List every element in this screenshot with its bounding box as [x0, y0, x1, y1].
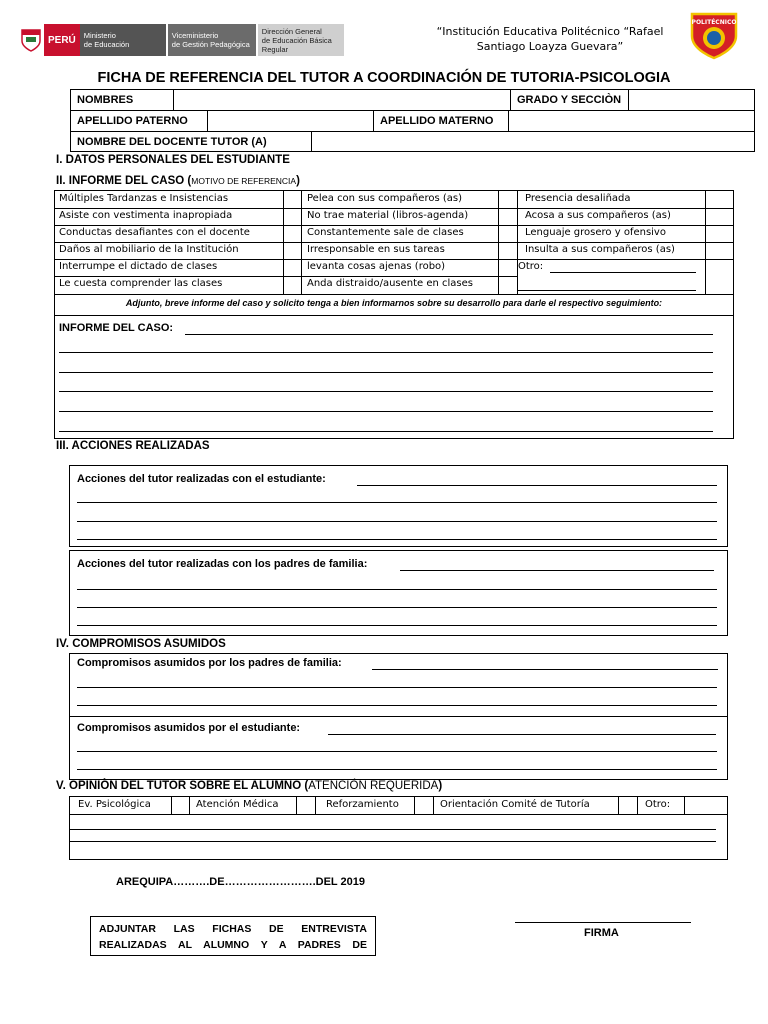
logo-text: POLITÉCNICO: [691, 19, 737, 26]
opinion-reforzamiento: Reforzamiento: [326, 799, 399, 810]
acciones-estudiante-line-4[interactable]: [77, 539, 717, 540]
bottom-note-box: ADJUNTAR LAS FICHAS DE ENTREVISTA REALIZADAS AL ALUMNO Y A PADRES DE: [90, 916, 376, 956]
acciones-padres-line-3[interactable]: [77, 607, 717, 608]
compromisos-box: [69, 653, 728, 780]
option-otro: Otro:: [518, 261, 544, 272]
date-line: AREQUIPA……….DE…………………….DEL 2019: [116, 876, 365, 888]
checkbox-psicologica[interactable]: [172, 797, 189, 814]
apellido-materno-field[interactable]: [509, 111, 754, 131]
acciones-padres-line-1[interactable]: [400, 570, 714, 571]
section-4-heading: IV. COMPROMISOS ASUMIDOS: [56, 638, 226, 650]
informe-line-3[interactable]: [59, 372, 713, 373]
informe-line-4[interactable]: [59, 391, 713, 392]
option-acosa: Acosa a sus compañeros (as): [525, 210, 671, 221]
acciones-padres-line-4[interactable]: [77, 625, 717, 626]
col1-checkbox-column[interactable]: [284, 191, 301, 294]
compromisos-estudiante-label: Compromisos asumidos por el estudiante:: [77, 722, 301, 734]
acciones-padres-label: Acciones del tutor realizadas con los padres de familia:: [77, 558, 368, 570]
institution-name: [420, 24, 680, 54]
acciones-estudiante-label: Acciones del tutor realizadas con el estudiante:: [77, 473, 326, 485]
option-desalinada: Presencia desaliñada: [525, 193, 631, 204]
checkbox-comite[interactable]: [619, 797, 637, 814]
case-report-table: [54, 190, 734, 439]
option-sale-clases: Constantemente sale de clases: [307, 227, 464, 238]
informe-line-5[interactable]: [59, 411, 713, 412]
student-id-table: [70, 89, 755, 152]
acciones-estudiante-box: [69, 465, 728, 547]
grado-field[interactable]: [629, 90, 754, 110]
informe-label: INFORME DEL CASO:: [59, 322, 174, 334]
section-2-suffix: ): [296, 175, 300, 187]
option-irresponsable: Irresponsable en sus tareas: [307, 244, 445, 255]
option-comprender: Le cuesta comprender las clases: [59, 278, 223, 289]
nombres-field[interactable]: [174, 90, 509, 110]
section-5-light: ATENCIÓN REQUERIDA: [308, 780, 439, 792]
option-interrumpe: Interrumpe el dictado de clases: [59, 261, 218, 272]
checkbox-reforzamiento[interactable]: [415, 797, 433, 814]
col2-checkbox-column[interactable]: [499, 191, 517, 294]
informe-line-6[interactable]: [59, 431, 713, 432]
acciones-estudiante-line-3[interactable]: [77, 521, 717, 522]
section-3-heading: III. ACCIONES REALIZADAS: [56, 440, 210, 452]
option-vestimenta: Asiste con vestimenta inapropiada: [59, 210, 233, 221]
section-5-heading: [56, 780, 442, 792]
section-5-suffix: ): [438, 780, 443, 792]
opinion-comite: Orientación Comité de Tutoría: [440, 799, 590, 810]
option-pelea: Pelea con sus compañeros (as): [307, 193, 462, 204]
acciones-padres-box: [69, 550, 728, 636]
opinion-line-1[interactable]: [70, 829, 716, 830]
acciones-estudiante-line-1[interactable]: [357, 485, 717, 486]
docente-field[interactable]: [312, 132, 754, 152]
compromisos-padres-line-3[interactable]: [77, 705, 717, 706]
apellido-paterno-label: APELLIDO PATERNO: [77, 115, 188, 127]
option-lenguaje: Lenguaje grosero y ofensivo: [525, 227, 666, 238]
checkbox-medica[interactable]: [297, 797, 315, 814]
section-2-small: MOTIVO DE REFERENCIA: [191, 176, 297, 186]
compromisos-padres-line-2[interactable]: [77, 687, 717, 688]
option-distraido: Anda distraido/ausente en clases: [307, 278, 474, 289]
gov-direction-label: Dirección General de Educación Básica Regular: [258, 24, 344, 56]
opinion-psicologica: Ev. Psicológica: [78, 799, 151, 810]
government-banner: [18, 24, 345, 56]
institution-line-2: Santiago Loayza Guevara”: [476, 40, 624, 53]
compromisos-estudiante-line-2[interactable]: [77, 751, 717, 752]
option-tardanzas: Múltiples Tardanzas e Insistencias: [59, 193, 229, 204]
grado-label: GRADO Y SECCIÒN: [517, 94, 622, 106]
compromisos-estudiante-line-3[interactable]: [77, 769, 717, 770]
opinion-medica: Atención Médica: [196, 799, 279, 810]
case-note: Adjunto, breve informe del caso y solicito tenga a bien informarnos sobre su desarrollo para darle el respectivo seguimiento:: [125, 298, 663, 308]
section-2-heading: [56, 175, 300, 187]
option-danos-mobiliario: Daños al mobiliario de la Institución: [59, 244, 239, 255]
apellido-materno-label: APELLIDO MATERNO: [380, 115, 494, 127]
institution-logo-icon: [686, 10, 742, 60]
opinion-box: [69, 796, 728, 860]
compromisos-padres-label: Compromisos asumidos por los padres de familia:: [77, 657, 342, 669]
otro-field[interactable]: [550, 272, 696, 273]
gov-ministry-label: Ministerio de Educación: [80, 24, 166, 56]
otro-field-2[interactable]: [518, 290, 696, 291]
docente-label: NOMBRE DEL DOCENTE TUTOR (A): [77, 136, 267, 148]
compromisos-estudiante-line-1[interactable]: [328, 734, 716, 735]
opinion-otro: Otro:: [645, 799, 671, 810]
informe-line-1[interactable]: [185, 334, 713, 335]
option-conductas-desafiantes: Conductas desafiantes con el docente: [59, 227, 250, 238]
col3-checkbox-column[interactable]: [706, 191, 733, 294]
institution-line-1: “Institución Educativa Politécnico “Rafael: [436, 25, 664, 38]
section-2-prefix: II. INFORME DEL CASO (: [56, 175, 192, 187]
peru-shield-icon: [18, 24, 44, 56]
acciones-estudiante-line-2[interactable]: [77, 502, 717, 503]
option-robo: levanta cosas ajenas (robo): [307, 261, 446, 272]
section-5-prefix: V. OPINIÒN DEL TUTOR SOBRE EL ALUMNO (: [56, 780, 309, 792]
field-otro[interactable]: [685, 797, 727, 814]
apellido-paterno-field[interactable]: [208, 111, 373, 131]
document-title: FICHA DE REFERENCIA DEL TUTOR A COORDINACIÓN DE TUTORIA-PSICOLOGIA: [97, 70, 671, 86]
section-1-heading: I. DATOS PERSONALES DEL ESTUDIANTE: [56, 154, 290, 166]
nombres-label: NOMBRES: [77, 94, 134, 106]
option-material: No trae material (libros-agenda): [307, 210, 469, 221]
compromisos-padres-line-1[interactable]: [372, 669, 718, 670]
gov-viceministry-label: Viceministerio de Gestión Pedagógica: [168, 24, 256, 56]
option-insulta: Insulta a sus compañeros (as): [525, 244, 675, 255]
gov-country-label: PERÚ: [44, 24, 80, 56]
acciones-padres-line-2[interactable]: [77, 589, 717, 590]
opinion-line-2[interactable]: [70, 841, 716, 842]
signature-label: FIRMA: [584, 927, 619, 939]
signature-line[interactable]: [515, 922, 691, 923]
informe-line-2[interactable]: [59, 352, 713, 353]
